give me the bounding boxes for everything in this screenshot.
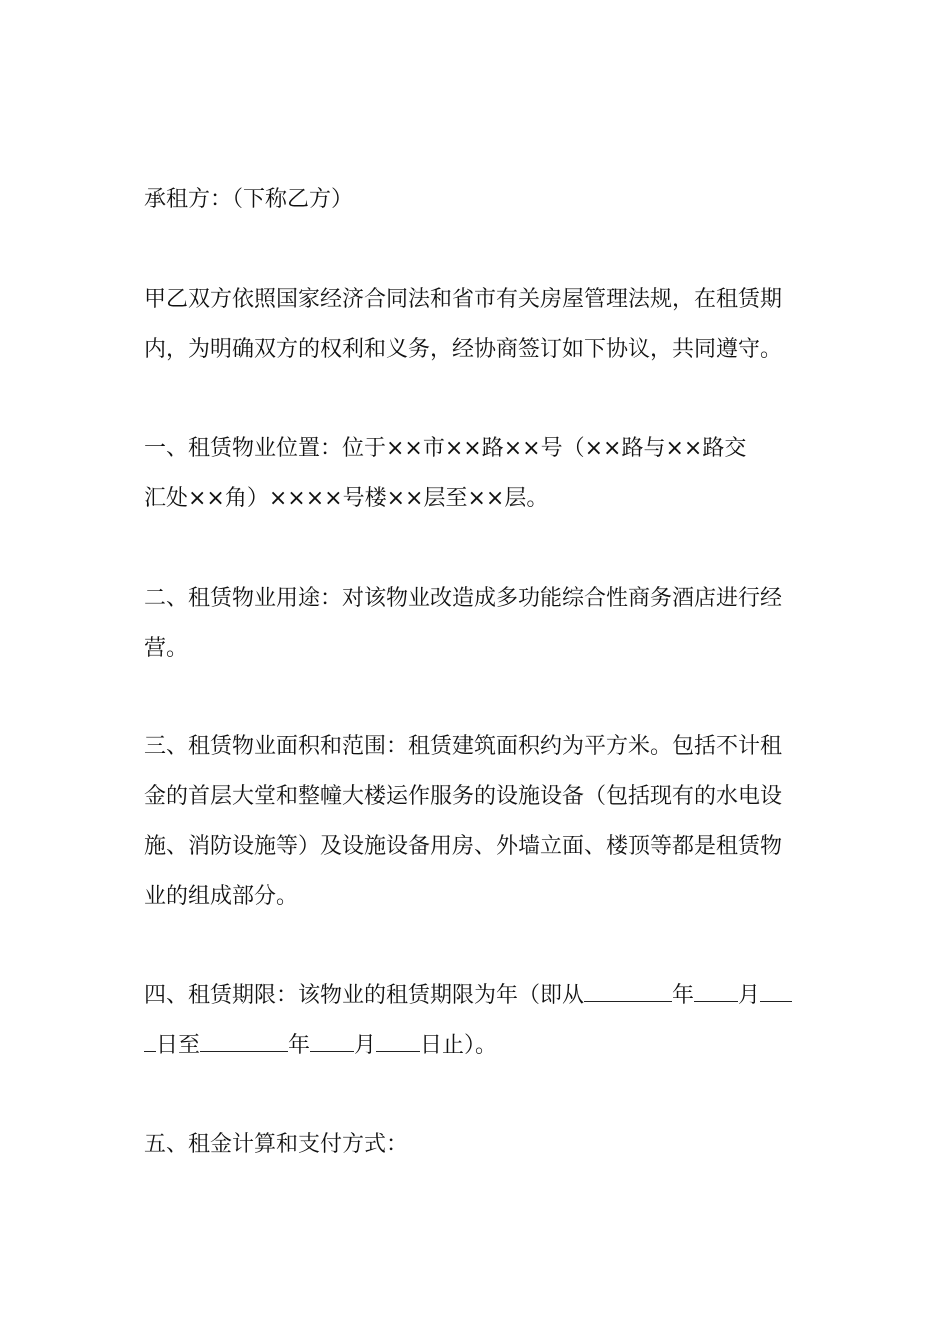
year-label: 年 xyxy=(672,983,695,1008)
clause-area xyxy=(144,722,810,922)
day-to-label: 日至 xyxy=(156,1033,201,1058)
term-text: 四、租赁期限：该物业的租赁期限为年（即从 xyxy=(144,983,585,1008)
clause-term xyxy=(144,971,810,1071)
blank-end-day xyxy=(376,1023,420,1052)
text-line: 一、租赁物业位置：位于××市××路××号（××路与××路交 xyxy=(144,436,747,461)
blank-start-month xyxy=(694,973,738,1002)
clause-usage xyxy=(144,574,810,674)
text-line: 业的组成部分。 xyxy=(144,884,299,909)
clause-location xyxy=(144,424,810,524)
text-line xyxy=(144,971,810,1021)
text-line: 施、消防设施等）及设施设备用房、外墙立面、楼顶等都是租赁物 xyxy=(144,834,783,859)
text-line: 内，为明确双方的权利和义务，经协商签订如下协议，共同遵守。 xyxy=(144,337,783,362)
text-line: 五、租金计算和支付方式： xyxy=(144,1132,409,1157)
text-line: 承租方：（下称乙方） xyxy=(144,187,354,212)
blank-start-day-cont xyxy=(144,1023,156,1052)
clause-rent xyxy=(144,1120,810,1170)
year-label: 年 xyxy=(288,1033,311,1058)
text-line: 二、租赁物业用途：对该物业改造成多功能综合性商务酒店进行经 xyxy=(144,586,783,611)
text-line: 三、租赁物业面积和范围：租赁建筑面积约为平方米。包括不计租 xyxy=(144,734,783,759)
month-label: 月 xyxy=(738,983,761,1008)
intro-paragraph xyxy=(144,275,810,375)
day-end-label: 日止）。 xyxy=(420,1033,498,1058)
tenant-line xyxy=(144,175,810,225)
text-line: 甲乙双方依照国家经济合同法和省市有关房屋管理法规，在租赁期 xyxy=(144,287,783,312)
text-line xyxy=(144,1021,810,1071)
blank-end-year xyxy=(200,1023,288,1052)
blank-start-day xyxy=(760,973,792,1002)
text-line: 汇处××角）××××号楼××层至××层。 xyxy=(144,486,549,511)
text-line: 金的首层大堂和整幢大楼运作服务的设施设备（包括现有的水电设 xyxy=(144,784,783,809)
blank-end-month xyxy=(310,1023,354,1052)
month-label: 月 xyxy=(354,1033,377,1058)
text-line: 营。 xyxy=(144,636,189,661)
blank-start-year xyxy=(584,973,672,1002)
